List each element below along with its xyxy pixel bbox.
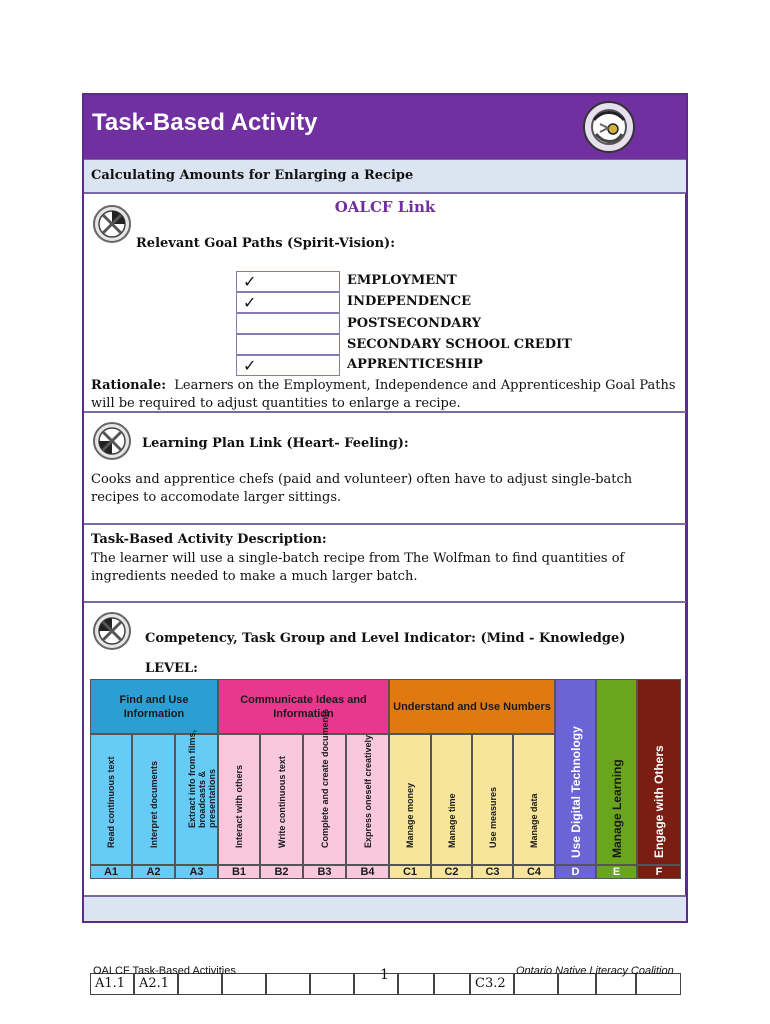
task-code: C3 [472,865,513,879]
activity-subtitle: Calculating Amounts for Enlarging a Recipe [91,168,414,183]
task-column [132,734,175,865]
task-column [260,734,303,865]
competency-label: Competency, Task Group and Level Indicator: (Mind - Knowledge) [145,631,626,646]
goal-path-name: APPRENTICESHIP [347,357,483,372]
task-label: Interpret documents [148,760,159,848]
rationale-label: Rationale: [91,378,167,393]
task-label: Read continuous text [106,756,116,848]
goal-path-name: EMPLOYMENT [347,273,457,288]
task-label: Manage money [405,782,415,848]
task-column [431,734,472,865]
learning-plan-text: Cooks and apprentice chefs (paid and volunteer) often have to adjust single-batch recipes to accomodate larger sittings. [91,472,633,505]
task-label: Use measures [487,786,498,848]
task-code: A1 [90,865,132,879]
task-column [218,734,260,865]
task-code: A3 [175,865,218,879]
task-code: E [596,865,637,879]
task-code: B2 [260,865,303,879]
task-label: Manage Learning [609,759,624,858]
task-code: D [555,865,596,879]
description-section [84,525,686,603]
task-label: Manage time [446,793,457,848]
goal-path-section [84,194,686,413]
level-cell[interactable]: A2.1 [134,973,178,995]
task-label: Manage data [529,793,539,848]
task-column [513,734,555,865]
task-label: Write continuous text [276,756,287,848]
goal-path-name: POSTSECONDARY [347,316,482,331]
goal-paths-label: Relevant Goal Paths (Spirit-Vision): [136,236,395,251]
page-number: 1 [380,967,389,983]
goal-checkbox[interactable]: ✓ [236,355,340,376]
oalcf-link-heading: OALCF Link [334,198,436,216]
learning-plan-label: Learning Plan Link (Heart- Feeling): [142,436,409,451]
footer-left: OALCF Task-Based Activities [93,965,236,977]
task-label: Complete and create documents [319,708,330,848]
task-column [472,734,513,865]
learning-plan-section [84,413,686,525]
page-title: Task-Based Activity [92,109,318,136]
level-cell[interactable]: A1.1 [90,973,134,995]
goal-checkbox[interactable] [236,334,340,355]
group-communicate: Communicate Ideas and Information [218,679,389,734]
goal-checkbox[interactable]: ✓ [236,292,340,313]
task-label: Use Digital Technology [568,726,583,858]
task-column-engage [637,679,681,865]
task-column [303,708,346,865]
task-column-digital [555,679,596,865]
coalition-logo-icon [582,100,636,154]
bottom-strip [84,895,686,921]
task-code: C1 [389,865,431,879]
rationale-text: Learners on the Employment, Independence and Apprenticeship Goal Paths will be required to adjust quantities to enlarge a recipe. [91,378,676,411]
level-cell[interactable] [398,973,434,995]
task-code: C2 [431,865,472,879]
description-label: Task-Based Activity Description: [91,532,327,547]
task-column-learning [596,679,637,865]
task-code: C4 [513,865,555,879]
level-cell[interactable] [434,973,470,995]
task-label: Extract info from films, broadcasts & presentations [186,729,217,828]
group-find-and-use: Find and Use Information [90,679,218,734]
level-cell[interactable]: C3.2 [470,973,514,995]
goal-path-name: SECONDARY SCHOOL CREDIT [347,337,572,352]
rationale [91,377,681,413]
task-column [175,729,218,865]
mind-x-icon [92,611,132,651]
task-column [90,734,132,865]
goal-checkbox[interactable]: ✓ [236,271,340,292]
level-cell[interactable] [266,973,310,995]
task-label: Engage with Others [652,745,666,858]
task-label: Express oneself creatively [362,734,373,848]
task-column [389,734,431,865]
task-code: B1 [218,865,260,879]
goal-checkbox[interactable] [236,313,340,334]
task-code: F [637,865,681,879]
title-bar [84,95,686,159]
task-code: B3 [303,865,346,879]
group-understand-numbers: Understand and Use Numbers [389,679,555,734]
task-code: B4 [346,865,389,879]
heart-x-icon [92,421,132,461]
task-label: Interact with others [234,764,244,848]
task-column [346,734,389,865]
task-code: A2 [132,865,175,879]
description-text: The learner will use a single-batch recipe from The Wolfman to find quantities of ingredients needed to make a much larger batch. [91,551,625,584]
level-cell[interactable] [354,973,398,995]
level-cell[interactable] [310,973,354,995]
goal-path-name: INDEPENDENCE [347,294,472,309]
level-label: LEVEL: [145,661,198,676]
subtitle-bar [84,159,686,194]
footer-right: Ontario Native Literacy Coalition [516,965,674,977]
